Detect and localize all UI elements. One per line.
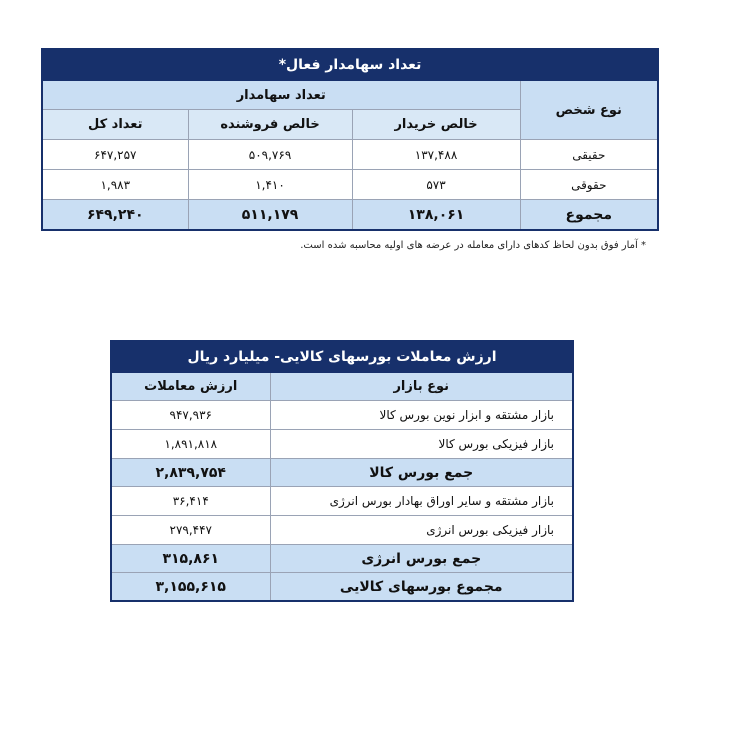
cell-sum-total: ۶۴۹,۲۴۰	[42, 200, 188, 231]
cell-total: ۶۴۷,۲۵۷	[42, 140, 188, 170]
col-header-net-seller: خالص فروشنده	[188, 110, 352, 140]
table-row	[42, 170, 658, 200]
trade-values-table-title: ارزش معاملات بورسهای کالایی- میلیارد ریال	[111, 341, 573, 373]
col-header-market-type: نوع بازار	[270, 373, 573, 401]
cell-sum-label: مجموع	[520, 200, 658, 231]
col-header-total: تعداد کل	[42, 110, 188, 140]
table-row	[111, 487, 573, 516]
table-row	[111, 401, 573, 430]
cell-trade-value: ۳,۱۵۵,۶۱۵	[111, 573, 270, 602]
cell-sum-net-buyer: ۱۳۸,۰۶۱	[352, 200, 520, 231]
cell-net-buyer: ۱۳۷,۴۸۸	[352, 140, 520, 170]
cell-trade-value: ۱,۸۹۱,۸۱۸	[111, 430, 270, 459]
cell-trade-value: ۲,۸۳۹,۷۵۴	[111, 459, 270, 487]
table-row-sum	[111, 545, 573, 573]
shareholders-footnote: * آمار فوق بدون لحاظ کدهای دارای معامله در عرضه های اولیه محاسبه شده است.	[300, 240, 646, 251]
cell-person-type: حقوقی	[520, 170, 658, 200]
table-row	[111, 430, 573, 459]
table-row	[111, 516, 573, 545]
cell-market-type: بازار فیزیکی بورس کالا	[270, 430, 573, 459]
cell-market-type: بازار مشتقه و سایر اوراق بهادار بورس انرژی	[270, 487, 573, 516]
shareholders-table	[41, 48, 659, 231]
trade-values-table	[110, 340, 574, 602]
cell-trade-value: ۳۶,۴۱۴	[111, 487, 270, 516]
cell-market-type: بازار فیزیکی بورس انرژی	[270, 516, 573, 545]
cell-market-type: جمع بورس انرژی	[270, 545, 573, 573]
col-header-trade-value: ارزش معاملات	[111, 373, 270, 401]
cell-person-type: حقیقی	[520, 140, 658, 170]
table-row-sum	[111, 459, 573, 487]
cell-market-type: جمع بورس کالا	[270, 459, 573, 487]
cell-net-seller: ۵۰۹,۷۶۹	[188, 140, 352, 170]
cell-trade-value: ۹۴۷,۹۳۶	[111, 401, 270, 430]
cell-sum-net-seller: ۵۱۱,۱۷۹	[188, 200, 352, 231]
shareholders-table-title: تعداد سهامدار فعال*	[42, 49, 658, 81]
table-row-sum	[111, 573, 573, 602]
table-row	[42, 140, 658, 170]
col-header-net-buyer: خالص خریدار	[352, 110, 520, 140]
cell-net-seller: ۱,۴۱۰	[188, 170, 352, 200]
group-header-shareholder-count: تعداد سهامدار	[42, 81, 520, 110]
table-row-sum	[42, 200, 658, 231]
cell-net-buyer: ۵۷۳	[352, 170, 520, 200]
cell-total: ۱,۹۸۳	[42, 170, 188, 200]
col-header-person-type: نوع شخص	[520, 81, 658, 140]
cell-trade-value: ۲۷۹,۴۴۷	[111, 516, 270, 545]
cell-trade-value: ۳۱۵,۸۶۱	[111, 545, 270, 573]
cell-market-type: بازار مشتقه و ابزار نوین بورس کالا	[270, 401, 573, 430]
cell-market-type: مجموع بورسهای کالایی	[270, 573, 573, 602]
